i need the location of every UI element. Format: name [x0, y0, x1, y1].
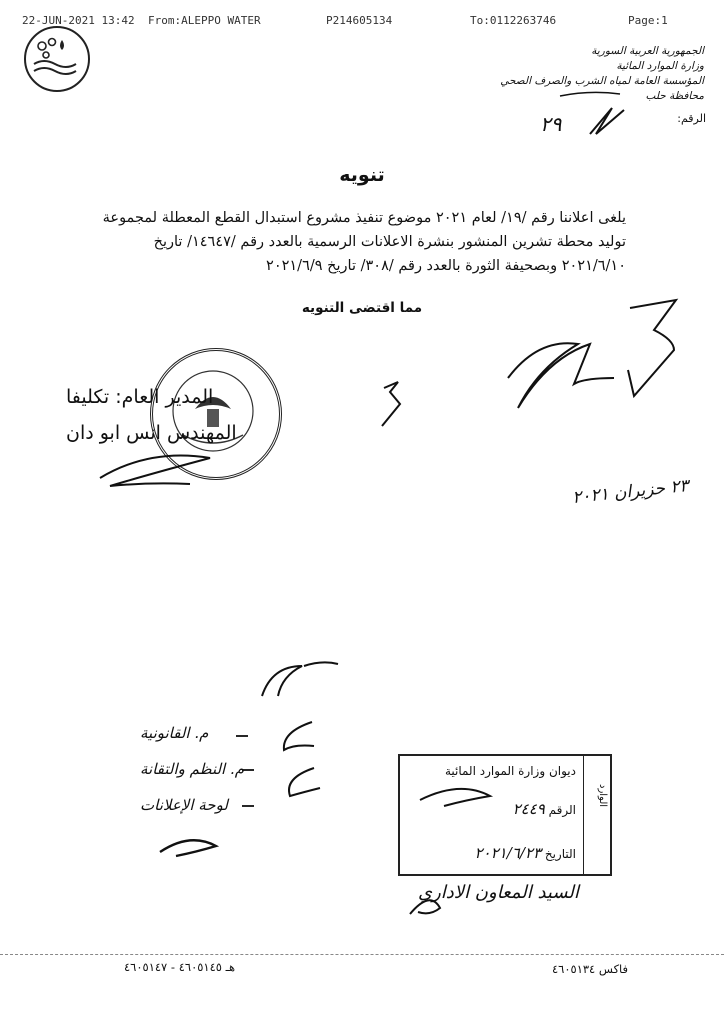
- letterhead-scribble: [560, 92, 620, 96]
- check-mark-2: [289, 768, 320, 796]
- letterhead-ministry: وزارة الموارد المائية: [616, 60, 704, 72]
- signature-right: [628, 300, 676, 396]
- footer-fax: فاكس ٤٦٠٥١٣٤: [552, 962, 629, 976]
- handwritten-note: السيد المعاون الاداري: [418, 882, 579, 903]
- fax-to: To:0112263746: [470, 14, 557, 27]
- stamp-number-label: الرقم: [548, 803, 576, 817]
- body-line-2: توليد محطة تشرين المنشور بنشرة الاعلانات الرسمية بالعدد رقم /١٤٦٤٧/ تاريخ: [153, 234, 626, 250]
- signature-name: المهندس انس ابو دان: [66, 422, 237, 444]
- letterhead-country: الجمهورية العربية السورية: [591, 45, 704, 57]
- letterhead-institution: المؤسسة العامة لمياه الشرب والصرف الصحي: [500, 75, 704, 87]
- stamp-scribble: [420, 789, 490, 806]
- body-line-1: يلغى اعلاننا رقم /١٩/ لعام ٢٠٢١ موضوع تنفيذ مشروع استبدال القطع المعطلة لمجموعة: [102, 210, 626, 226]
- stamp-number-value: ٢٤٤٩: [512, 800, 545, 818]
- stamp-header: ديوان وزارة الموارد المائية: [444, 764, 576, 778]
- fax-from: From:ALEPPO WATER: [148, 14, 261, 27]
- date-mark: [262, 662, 338, 696]
- fax-date-time: 22-JUN-2021 13:42: [22, 14, 135, 27]
- stamp-date-value: ٢٠٢١/٦/٢٣: [474, 844, 542, 862]
- distribution-item-it: م. النظم والتقانة: [140, 760, 245, 778]
- signature-under-name: [100, 456, 210, 487]
- body-line-3: ٢٠٢١/٦/١٠ وبصحيفة الثورة بالعدد رقم /٣٠٨/ تاريخ ٢٠٢١/٦/٩: [266, 258, 626, 274]
- reference-handwritten: ٢٩: [540, 112, 562, 136]
- underline-scribble: [160, 840, 216, 856]
- stamp-date-label: التاريخ: [544, 847, 576, 861]
- reference-slash: [590, 108, 624, 134]
- signature-title: المدير العام: تكليفا: [66, 386, 214, 408]
- distribution-item-board: لوحة الإعلانات: [140, 796, 228, 814]
- fax-page: Page:1: [628, 14, 668, 27]
- closing-statement: مما اقتضى التنويه: [301, 300, 423, 316]
- signature-tick: [382, 382, 400, 426]
- document-title: تنويه: [339, 164, 385, 186]
- bottom-signature-loop: [410, 900, 440, 914]
- check-mark-1: [284, 722, 314, 750]
- signature-left: [508, 343, 614, 408]
- handwritten-date: ٢٣ حزيران ٢٠٢١: [571, 475, 690, 509]
- reference-label: الرقم:: [677, 112, 706, 125]
- letterhead-governorate: محافظة حلب: [645, 90, 704, 102]
- fax-number: P214605134: [326, 14, 393, 27]
- footer-phones: هـ ٤٦٠٥١٤٥ - ٤٦٠٥١٤٧: [124, 960, 236, 974]
- stamp-side-text: الوارد: [597, 784, 608, 808]
- distribution-item-legal: م. القانونية: [140, 724, 209, 742]
